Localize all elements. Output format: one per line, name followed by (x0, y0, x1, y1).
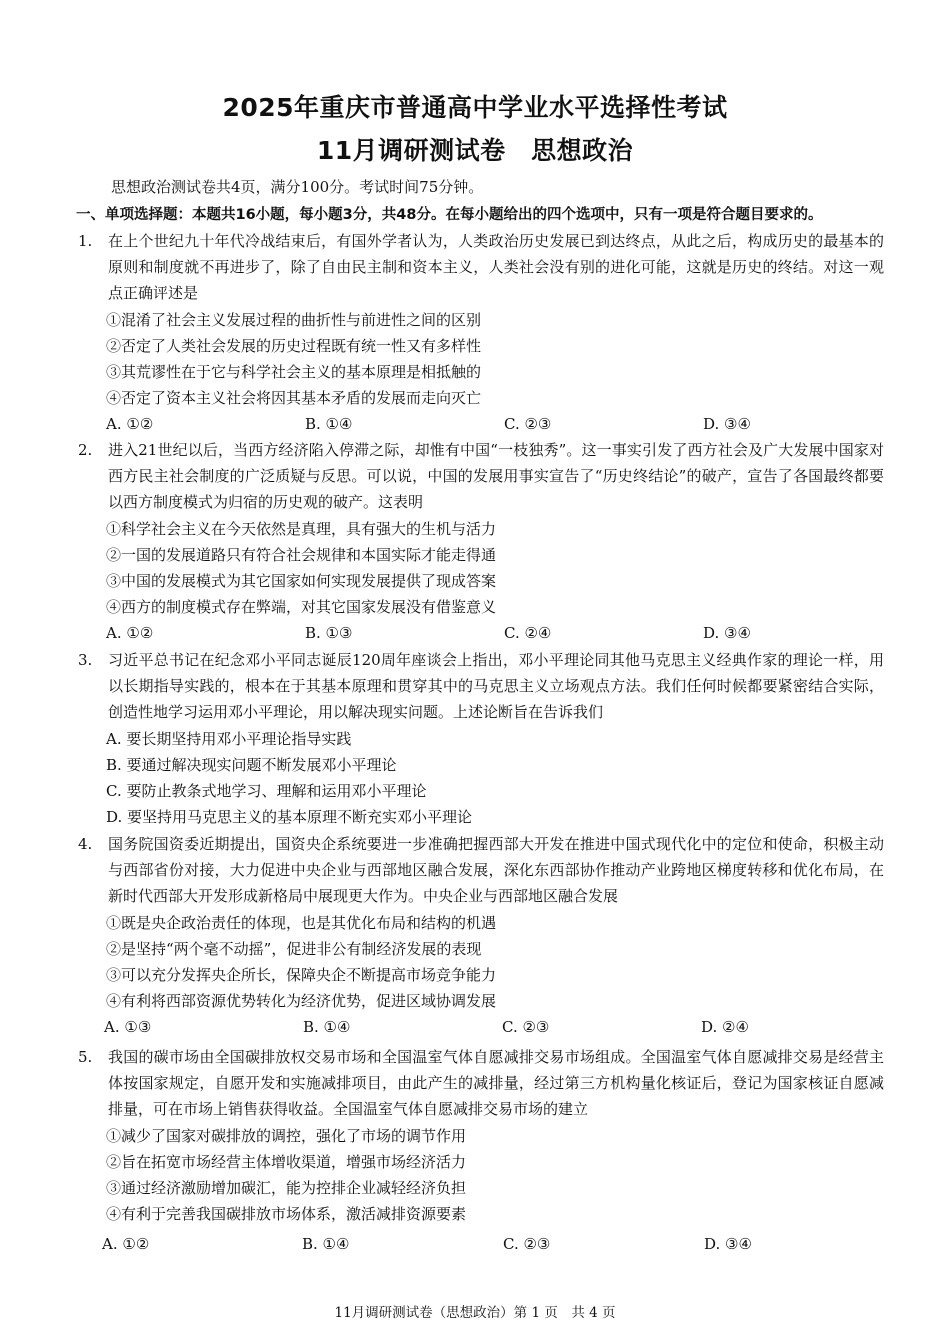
answer-choice-b: B. ①④ (302, 1235, 350, 1253)
answer-choice-c: C. ②④ (504, 624, 552, 642)
question-number: 5. (78, 1048, 93, 1066)
statement-option: ②旨在拓宽市场经营主体增收渠道，增强市场经济活力 (106, 1153, 467, 1171)
answer-choice-b: B. 要通过解决现实问题不断发展邓小平理论 (106, 756, 397, 774)
answer-choice-a: A. ①② (106, 415, 154, 433)
statement-option: ②一国的发展道路只有符合社会规律和本国实际才能走得通 (106, 546, 497, 564)
question-number: 2. (78, 441, 93, 459)
question-stem: 习近平总书记在纪念邓小平同志诞辰120周年座谈会上指出，邓小平理论同其他马克思主义经典作家的理论一样，用以长期指导实践的，根本在于其基本原理和贯穿其中的马克思主义立场观点方法。我们任何时候都要紧密结合实际，创造性地学习运用邓小平理论，用以解决现实问题。上述论断旨在告诉我们 (108, 651, 884, 721)
answer-choice-d: D. ③④ (703, 415, 751, 433)
answer-choice-c: C. 要防止教条式地学习、理解和运用邓小平理论 (106, 782, 427, 800)
statement-option: ②否定了人类社会发展的历史过程既有统一性又有多样性 (106, 337, 482, 355)
statement-option: ①科学社会主义在今天依然是真理，具有强大的生机与活力 (106, 520, 497, 538)
exam-subtitle: 11月调研测试卷 思想政治 (316, 136, 634, 165)
statement-option: ①既是央企政治责任的体现，也是其优化布局和结构的机遇 (106, 914, 497, 932)
question-number: 3. (78, 651, 93, 669)
exam-info: 思想政治测试卷共4页，满分100分。考试时间75分钟。 (111, 178, 484, 196)
answer-choice-d: D. 要坚持用马克思主义的基本原理不断充实邓小平理论 (106, 808, 473, 826)
question-stem: 我国的碳市场由全国碳排放权交易市场和全国温室气体自愿减排交易市场组成。全国温室气体自愿减排交易是经营主体按国家规定，自愿开发和实施减排项目，由此产生的减排量，经过第三方机构量化核证后，登记为国家核证自愿减排量，可在市场上销售获得收益。全国温室气体自愿减排交易市场的建立 (108, 1048, 884, 1118)
page-footer: 11月调研测试卷（思想政治）第 1 页 共 4 页 (334, 1305, 616, 1321)
answer-choice-d: D. ③④ (704, 1235, 752, 1253)
answer-choice-c: C. ②③ (504, 415, 552, 433)
statement-option: ④有利于完善我国碳排放市场体系，激活减排资源要素 (106, 1205, 467, 1223)
answer-choice-a: A. 要长期坚持用邓小平理论指导实践 (106, 730, 352, 748)
question-stem: 在上个世纪九十年代冷战结束后，有国外学者认为，人类政治历史发展已到达终点，从此之后，构成历史的最基本的原则和制度就不再进步了，除了自由民主制和资本主义，人类社会没有别的进化可能，这就是历史的终结。对这一观点正确评述是 (108, 232, 884, 302)
statement-option: ①混淆了社会主义发展过程的曲折性与前进性之间的区别 (106, 311, 482, 329)
statement-option: ③中国的发展模式为其它国家如何实现发展提供了现成答案 (106, 572, 497, 590)
answer-choice-c: C. ②③ (502, 1018, 550, 1036)
statement-option: ③其荒谬性在于它与科学社会主义的基本原理是相抵触的 (106, 363, 482, 381)
statement-option: ③通过经济激励增加碳汇，能为控排企业减轻经济负担 (106, 1179, 467, 1197)
answer-choice-b: B. ①④ (303, 1018, 351, 1036)
statement-option: ①减少了国家对碳排放的调控，强化了市场的调节作用 (106, 1127, 467, 1145)
question-number: 4. (78, 835, 93, 853)
statement-option: ③可以充分发挥央企所长，保障央企不断提高市场竞争能力 (106, 966, 497, 984)
exam-title: 2025年重庆市普通高中学业水平选择性考试 (222, 93, 728, 122)
statement-option: ④有利将西部资源优势转化为经济优势，促进区域协调发展 (106, 992, 497, 1010)
answer-choice-b: B. ①③ (305, 624, 353, 642)
section-heading: 一、单项选择题：本题共16小题，每小题3分，共48分。在每小题给出的四个选项中，只有一项是符合题目要求的。 (76, 207, 823, 223)
statement-option: ④西方的制度模式存在弊端，对其它国家发展没有借鉴意义 (106, 598, 497, 616)
statement-option: ④否定了资本主义社会将因其基本矛盾的发展而走向灭亡 (106, 389, 482, 407)
answer-choice-a: A. ①② (106, 624, 154, 642)
answer-choice-b: B. ①④ (305, 415, 353, 433)
answer-choice-c: C. ②③ (503, 1235, 551, 1253)
question-stem: 国务院国资委近期提出，国资央企系统要进一步准确把握西部大开发在推进中国式现代化中的定位和使命，积极主动与西部省份对接，大力促进中央企业与西部地区融合发展，深化东西部协作推动产业跨地区梯度转移和优化布局，在新时代西部大开发形成新格局中展现更大作为。中央企业与西部地区融合发展 (108, 835, 884, 905)
answer-choice-a: A. ①② (102, 1235, 150, 1253)
question-stem: 进入21世纪以后，当西方经济陷入停滞之际，却惟有中国“一枝独秀”。这一事实引发了西方社会及广大发展中国家对西方民主社会制度的广泛质疑与反思。可以说，中国的发展用事实宣告了“历史终结论”的破产，宣告了各国最终都要以西方制度模式为归宿的历史观的破产。这表明 (108, 441, 884, 511)
answer-choice-a: A. ①③ (104, 1018, 152, 1036)
statement-option: ②是坚持“两个毫不动摇”，促进非公有制经济发展的表现 (106, 940, 482, 958)
answer-choice-d: D. ③④ (703, 624, 751, 642)
answer-choice-d: D. ②④ (701, 1018, 749, 1036)
question-number: 1. (78, 232, 93, 250)
